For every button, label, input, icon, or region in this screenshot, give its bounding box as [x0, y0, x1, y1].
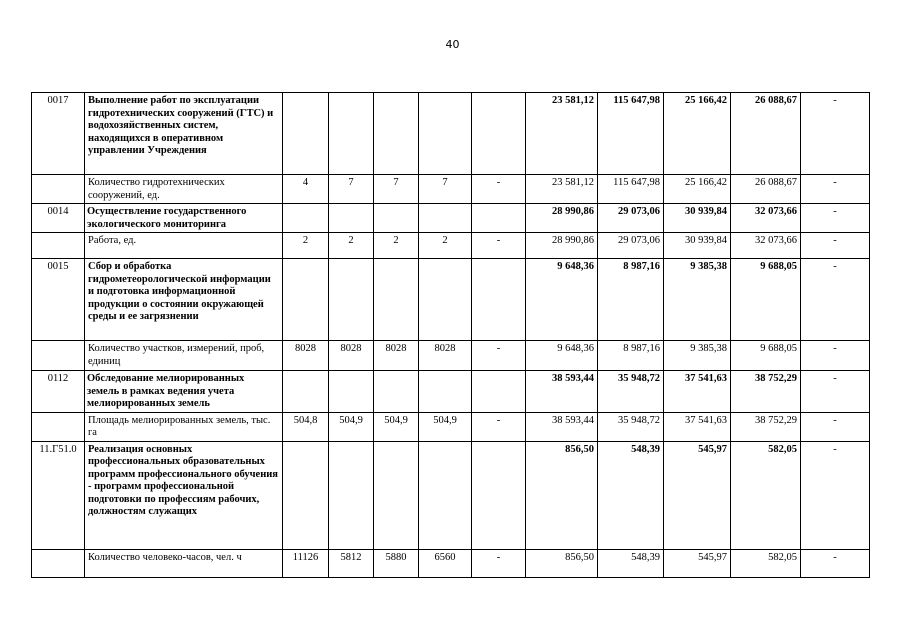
- amount-cell: 38 752,29: [731, 412, 801, 441]
- quantity-cell: [283, 259, 329, 341]
- service-code-cell: 0014: [32, 204, 85, 233]
- quantity-cell: [419, 204, 472, 233]
- amount-cell: 28 990,86: [526, 233, 598, 259]
- quantity-cell: [419, 259, 472, 341]
- amount-cell: 26 088,67: [731, 93, 801, 175]
- amount-cell: 548,39: [598, 549, 664, 577]
- quantity-cell: [472, 259, 526, 341]
- service-name-cell: Сбор и обработка гидрометеорологической информации и подготовка информационной продукции о состоянии окружающей среды и ее загрязнении: [85, 259, 283, 341]
- amount-cell: 9 648,36: [526, 341, 598, 371]
- quantity-cell: 6560: [419, 549, 472, 577]
- quantity-cell: [374, 371, 419, 413]
- quantity-cell: -: [472, 341, 526, 371]
- amount-cell: 545,97: [664, 549, 731, 577]
- quantity-cell: [374, 93, 419, 175]
- amount-cell: 29 073,06: [598, 204, 664, 233]
- amount-cell: 25 166,42: [664, 175, 731, 204]
- quantity-cell: 7: [419, 175, 472, 204]
- last-cell: -: [801, 341, 870, 371]
- amount-cell: 8 987,16: [598, 259, 664, 341]
- table-body: [32, 93, 870, 578]
- service-name-cell: Выполнение работ по эксплуатации гидротехнических сооружений (ГТС) и водохозяйственных систем, находящихся в оперативном управлении Учреждения: [85, 93, 283, 175]
- amount-cell: 115 647,98: [598, 93, 664, 175]
- amount-cell: 35 948,72: [598, 371, 664, 413]
- amount-cell: 23 581,12: [526, 175, 598, 204]
- quantity-cell: 2: [419, 233, 472, 259]
- service-code-cell: 0112: [32, 371, 85, 413]
- indicator-name-cell: Площадь мелиорированных земель, тыс. га: [85, 412, 283, 441]
- amount-cell: 26 088,67: [731, 175, 801, 204]
- amount-cell: 28 990,86: [526, 204, 598, 233]
- amount-cell: 9 648,36: [526, 259, 598, 341]
- indicator-row: [32, 233, 870, 259]
- quantity-cell: 504,9: [419, 412, 472, 441]
- quantity-cell: 7: [374, 175, 419, 204]
- service-name-cell: Реализация основных профессиональных образовательных программ профессионального обучения - программ профессиональной подготовки по профессиям рабочих, должностям служащих: [85, 441, 283, 549]
- quantity-cell: 504,9: [374, 412, 419, 441]
- amount-cell: 8 987,16: [598, 341, 664, 371]
- amount-cell: 23 581,12: [526, 93, 598, 175]
- last-cell: -: [801, 93, 870, 175]
- budget-table: [31, 92, 870, 578]
- amount-cell: 37 541,63: [664, 371, 731, 413]
- quantity-cell: [374, 441, 419, 549]
- amount-cell: 30 939,84: [664, 204, 731, 233]
- amount-cell: 29 073,06: [598, 233, 664, 259]
- amount-cell: 9 385,38: [664, 341, 731, 371]
- quantity-cell: 5812: [329, 549, 374, 577]
- quantity-cell: [419, 93, 472, 175]
- service-name-cell: Осуществление государственного экологического мониторинга: [85, 204, 283, 233]
- amount-cell: 856,50: [526, 441, 598, 549]
- service-row: [32, 259, 870, 341]
- quantity-cell: -: [472, 175, 526, 204]
- quantity-cell: [374, 259, 419, 341]
- quantity-cell: [329, 93, 374, 175]
- indicator-row: [32, 412, 870, 441]
- service-code-cell: [32, 175, 85, 204]
- last-cell: -: [801, 549, 870, 577]
- quantity-cell: 11126: [283, 549, 329, 577]
- quantity-cell: [472, 371, 526, 413]
- quantity-cell: 7: [329, 175, 374, 204]
- service-code-cell: 0017: [32, 93, 85, 175]
- amount-cell: 582,05: [731, 441, 801, 549]
- indicator-name-cell: Количество участков, измерений, проб, единиц: [85, 341, 283, 371]
- service-row: [32, 204, 870, 233]
- amount-cell: 35 948,72: [598, 412, 664, 441]
- quantity-cell: [283, 93, 329, 175]
- quantity-cell: [419, 441, 472, 549]
- indicator-row: [32, 341, 870, 371]
- service-code-cell: 0015: [32, 259, 85, 341]
- amount-cell: 38 593,44: [526, 371, 598, 413]
- quantity-cell: [472, 204, 526, 233]
- amount-cell: 856,50: [526, 549, 598, 577]
- quantity-cell: [472, 93, 526, 175]
- last-cell: -: [801, 441, 870, 549]
- amount-cell: 38 752,29: [731, 371, 801, 413]
- indicator-row: [32, 549, 870, 577]
- service-row: [32, 371, 870, 413]
- service-code-cell: 11.Г51.0: [32, 441, 85, 549]
- quantity-cell: [283, 441, 329, 549]
- amount-cell: 548,39: [598, 441, 664, 549]
- last-cell: -: [801, 233, 870, 259]
- service-code-cell: [32, 233, 85, 259]
- quantity-cell: [472, 441, 526, 549]
- quantity-cell: 4: [283, 175, 329, 204]
- quantity-cell: 8028: [283, 341, 329, 371]
- quantity-cell: 504,8: [283, 412, 329, 441]
- last-cell: -: [801, 371, 870, 413]
- quantity-cell: -: [472, 549, 526, 577]
- quantity-cell: -: [472, 233, 526, 259]
- indicator-name-cell: Работа, ед.: [85, 233, 283, 259]
- amount-cell: 25 166,42: [664, 93, 731, 175]
- service-code-cell: [32, 412, 85, 441]
- amount-cell: 37 541,63: [664, 412, 731, 441]
- page-number: 40: [445, 38, 460, 51]
- last-cell: -: [801, 412, 870, 441]
- quantity-cell: 5880: [374, 549, 419, 577]
- quantity-cell: [283, 371, 329, 413]
- service-name-cell: Обследование мелиорированных земель в рамках ведения учета мелиорированных земель: [85, 371, 283, 413]
- quantity-cell: 2: [283, 233, 329, 259]
- quantity-cell: [329, 371, 374, 413]
- service-code-cell: [32, 549, 85, 577]
- indicator-name-cell: Количество гидротехнических сооружений, ед.: [85, 175, 283, 204]
- amount-cell: 9 385,38: [664, 259, 731, 341]
- quantity-cell: 2: [374, 233, 419, 259]
- quantity-cell: [329, 441, 374, 549]
- quantity-cell: [374, 204, 419, 233]
- amount-cell: 32 073,66: [731, 233, 801, 259]
- amount-cell: 582,05: [731, 549, 801, 577]
- quantity-cell: 2: [329, 233, 374, 259]
- indicator-name-cell: Количество человеко-часов, чел. ч: [85, 549, 283, 577]
- amount-cell: 30 939,84: [664, 233, 731, 259]
- amount-cell: 545,97: [664, 441, 731, 549]
- amount-cell: 32 073,66: [731, 204, 801, 233]
- indicator-row: [32, 175, 870, 204]
- last-cell: -: [801, 259, 870, 341]
- service-row: [32, 93, 870, 175]
- amount-cell: 115 647,98: [598, 175, 664, 204]
- last-cell: -: [801, 175, 870, 204]
- quantity-cell: 504,9: [329, 412, 374, 441]
- quantity-cell: 8028: [374, 341, 419, 371]
- amount-cell: 9 688,05: [731, 341, 801, 371]
- service-code-cell: [32, 341, 85, 371]
- quantity-cell: -: [472, 412, 526, 441]
- quantity-cell: 8028: [329, 341, 374, 371]
- last-cell: -: [801, 204, 870, 233]
- quantity-cell: [419, 371, 472, 413]
- quantity-cell: [329, 259, 374, 341]
- quantity-cell: [283, 204, 329, 233]
- amount-cell: 38 593,44: [526, 412, 598, 441]
- quantity-cell: [329, 204, 374, 233]
- amount-cell: 9 688,05: [731, 259, 801, 341]
- service-row: [32, 441, 870, 549]
- quantity-cell: 8028: [419, 341, 472, 371]
